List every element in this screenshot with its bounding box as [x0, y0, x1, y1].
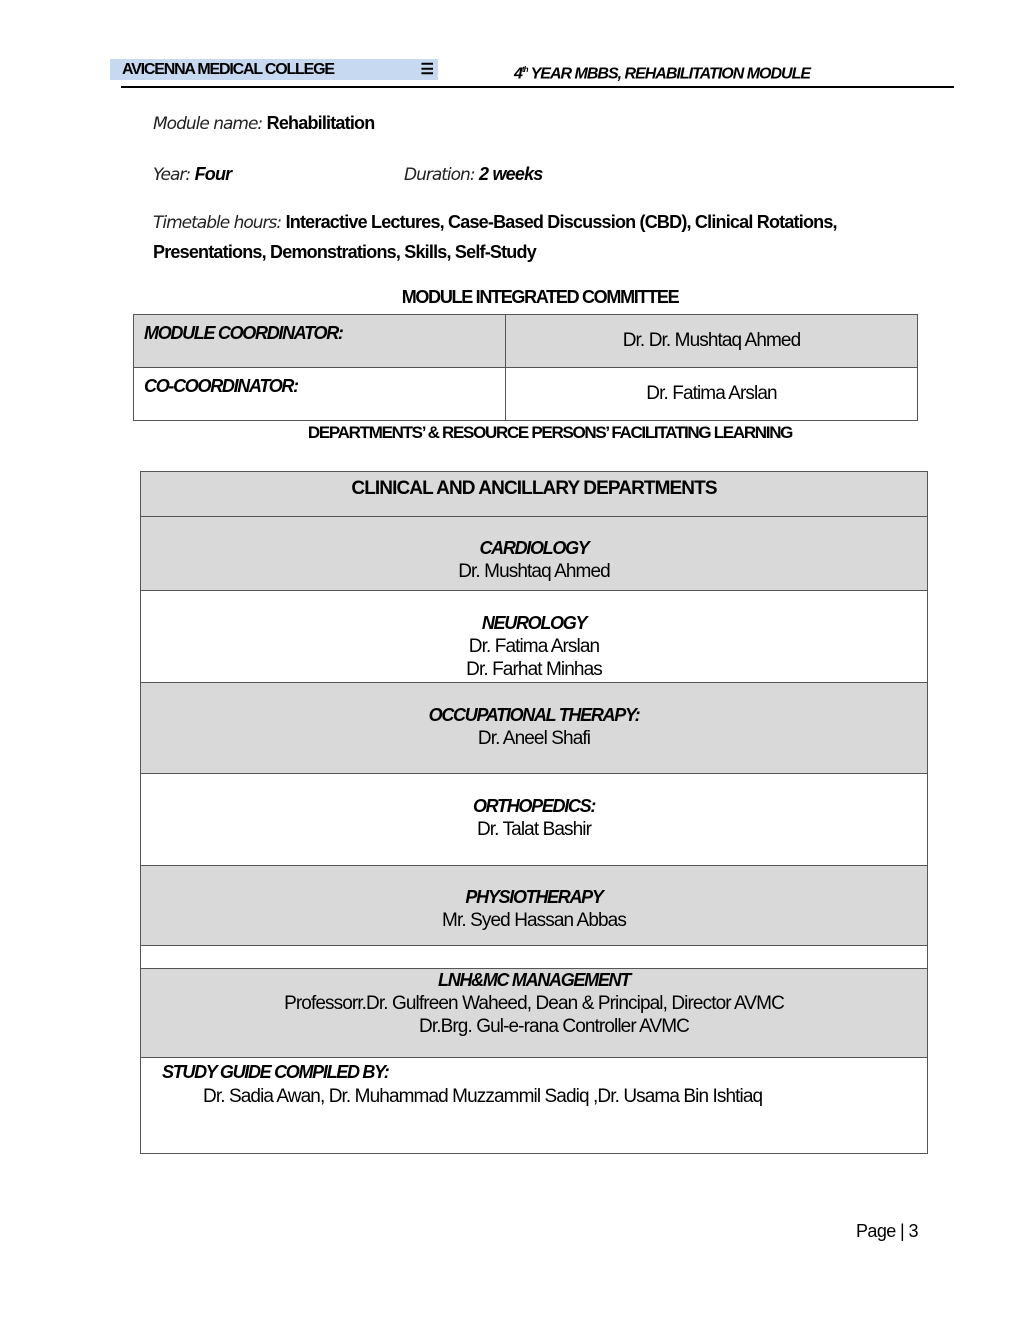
module-name-row: Module name: Rehabilitation: [153, 113, 375, 134]
menu-icon: ☰: [420, 61, 434, 78]
departments-table: [140, 471, 928, 1154]
year-row: Year: Four: [153, 164, 232, 185]
dept-physiotherapy: PHYSIOTHERAPY Mr. Syed Hassan Abbas: [141, 866, 928, 946]
dept-cardiology: CARDIOLOGY Dr. Mushtaq Ahmed: [141, 517, 928, 591]
page-number: Page | 3: [856, 1221, 918, 1241]
college-name: AVICENNA MEDICAL COLLEGE: [122, 61, 334, 78]
dept-neurology: NEUROLOGY Dr. Fatima Arslan Dr. Farhat Minhas: [141, 591, 928, 683]
header-rule: [121, 86, 954, 88]
table-row: [141, 1058, 928, 1154]
timetable-hours: Timetable hours: Interactive Lectures, Case-Based Discussion (CBD), Clinical Rotations, Presentations, Demonstrations, Skills, Self-Study: [153, 212, 837, 262]
dept-orthopedics: ORTHOPEDICS: Dr. Talat Bashir: [141, 774, 928, 866]
cocoordinator-label: CO-COORDINATOR:: [134, 368, 506, 421]
table-row: [134, 315, 918, 368]
compiled-by-names: Dr. Sadia Awan, Dr. Muhammad Muzzammil Sadiq ,Dr. Usama Bin Ishtiaq: [203, 1086, 763, 1107]
table-row: [141, 946, 928, 969]
table-row: [141, 866, 928, 946]
table-row: [134, 368, 918, 421]
dept-occupational-therapy: OCCUPATIONAL THERAPY: Dr. Aneel Shafi: [141, 683, 928, 774]
compiled-by-label: STUDY GUIDE COMPILED BY:: [162, 1062, 389, 1082]
cocoordinator-value: Dr. Fatima Arslan: [506, 368, 918, 421]
coordinator-label: MODULE COORDINATOR:: [134, 315, 506, 368]
header-college-bar: [110, 59, 438, 80]
table-row: [141, 683, 928, 774]
spacer-row: [141, 946, 928, 969]
table-row: [141, 969, 928, 1058]
table-row: [141, 774, 928, 866]
header-module-title: 4th YEAR MBBS, REHABILITATION MODULE: [514, 65, 811, 83]
table-row: [141, 591, 928, 683]
table-row: [141, 472, 928, 517]
departments-heading: DEPARTMENTS’ & RESOURCE PERSONS’ FACILITATING LEARNING: [307, 423, 793, 442]
dept-management: LNH&MC MANAGEMENT Professorr.Dr. Gulfreen Waheed, Dean & Principal, Director AVMC Dr.Brg. Gul-e-rana Controller AVMC: [141, 969, 928, 1058]
duration-row: Duration: 2 weeks: [404, 164, 543, 185]
compiled-by-cell: [141, 1058, 928, 1154]
committee-table: [133, 314, 918, 421]
coordinator-value: Dr. Dr. Mushtaq Ahmed: [506, 315, 918, 368]
table-row: [141, 517, 928, 591]
committee-heading: MODULE INTEGRATED COMMITTEE: [401, 287, 679, 307]
departments-table-heading: CLINICAL AND ANCILLARY DEPARTMENTS: [141, 472, 928, 517]
